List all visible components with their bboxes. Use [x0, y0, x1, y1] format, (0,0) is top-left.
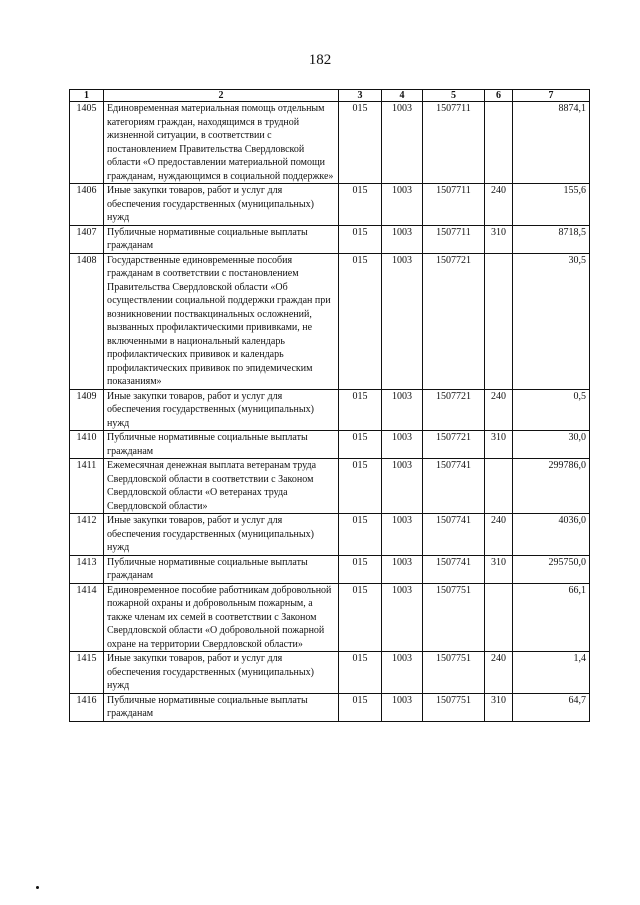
row-ministry-code: 015 [339, 514, 382, 556]
table-row [70, 431, 590, 459]
header-col-2: 2 [104, 90, 339, 102]
row-ministry-code: 015 [339, 184, 382, 226]
row-number: 1408 [70, 253, 104, 389]
row-name: Государственные единовременные пособия гражданам в соответствии с постановлением Правительства Свердловской области «Об осуществлении социальной поддержки граждан при возникновении поствакцинальных осложнений, вызванных профилактическими прививками, не включенными в национальный календарь профилактических прививок и календарь профилактических прививок по эпидемическим показаниям» [104, 253, 339, 389]
row-target-code: 1507741 [423, 514, 485, 556]
row-amount: 66,1 [513, 583, 590, 652]
row-number: 1415 [70, 652, 104, 694]
row-section-code: 1003 [382, 583, 423, 652]
row-amount: 4036,0 [513, 514, 590, 556]
row-expense-type: 240 [485, 389, 513, 431]
row-number: 1405 [70, 102, 104, 184]
row-section-code: 1003 [382, 102, 423, 184]
row-name: Единовременная материальная помощь отдельным категориям граждан, находящимся в трудной жизненной ситуации, в соответствии с постановлением Правительства Свердловской области «О предоставлении материальной помощи гражданам, нуждающимся в социальной поддержке» [104, 102, 339, 184]
row-amount: 295750,0 [513, 555, 590, 583]
row-expense-type: 310 [485, 693, 513, 721]
row-section-code: 1003 [382, 459, 423, 514]
row-amount: 30,0 [513, 431, 590, 459]
table-row [70, 459, 590, 514]
header-col-6: 6 [485, 90, 513, 102]
row-expense-type [485, 459, 513, 514]
row-section-code: 1003 [382, 514, 423, 556]
row-number: 1410 [70, 431, 104, 459]
header-col-5: 5 [423, 90, 485, 102]
table-row [70, 555, 590, 583]
row-target-code: 1507721 [423, 431, 485, 459]
row-name: Иные закупки товаров, работ и услуг для обеспечения государственных (муниципальных) нужд [104, 514, 339, 556]
row-number: 1412 [70, 514, 104, 556]
row-amount: 8718,5 [513, 225, 590, 253]
row-ministry-code: 015 [339, 253, 382, 389]
row-target-code: 1507751 [423, 652, 485, 694]
row-number: 1414 [70, 583, 104, 652]
row-expense-type [485, 102, 513, 184]
row-name: Публичные нормативные социальные выплаты гражданам [104, 431, 339, 459]
row-expense-type: 310 [485, 225, 513, 253]
row-expense-type: 240 [485, 514, 513, 556]
table-row [70, 389, 590, 431]
row-expense-type: 240 [485, 184, 513, 226]
row-number: 1409 [70, 389, 104, 431]
table-row [70, 693, 590, 721]
row-section-code: 1003 [382, 253, 423, 389]
row-target-code: 1507711 [423, 225, 485, 253]
row-target-code: 1507721 [423, 389, 485, 431]
row-target-code: 1507711 [423, 184, 485, 226]
row-ministry-code: 015 [339, 583, 382, 652]
row-amount: 299786,0 [513, 459, 590, 514]
header-col-1: 1 [70, 90, 104, 102]
row-name: Ежемесячная денежная выплата ветеранам труда Свердловской области в соответствии с Законом Свердловской области «О ветеранах труда Свердловской области» [104, 459, 339, 514]
table-body [70, 102, 590, 722]
row-expense-type: 310 [485, 555, 513, 583]
row-name: Единовременное пособие работникам добровольной пожарной охраны и добровольным пожарным, а также членам их семей в соответствии с Законом Свердловской области «О добровольной пожарной охране на территории Свердловской области» [104, 583, 339, 652]
row-section-code: 1003 [382, 693, 423, 721]
row-ministry-code: 015 [339, 555, 382, 583]
row-name: Иные закупки товаров, работ и услуг для обеспечения государственных (муниципальных) нужд [104, 184, 339, 226]
row-amount: 30,5 [513, 253, 590, 389]
row-section-code: 1003 [382, 652, 423, 694]
header-col-3: 3 [339, 90, 382, 102]
row-ministry-code: 015 [339, 431, 382, 459]
table-row [70, 225, 590, 253]
row-number: 1413 [70, 555, 104, 583]
row-section-code: 1003 [382, 431, 423, 459]
table-header-row [70, 90, 590, 102]
row-ministry-code: 015 [339, 459, 382, 514]
budget-table [69, 89, 590, 722]
row-amount: 155,6 [513, 184, 590, 226]
table-row [70, 514, 590, 556]
row-expense-type: 310 [485, 431, 513, 459]
row-name: Публичные нормативные социальные выплаты гражданам [104, 555, 339, 583]
header-col-4: 4 [382, 90, 423, 102]
row-target-code: 1507711 [423, 102, 485, 184]
row-target-code: 1507751 [423, 693, 485, 721]
row-section-code: 1003 [382, 184, 423, 226]
row-number: 1406 [70, 184, 104, 226]
row-target-code: 1507751 [423, 583, 485, 652]
row-name: Иные закупки товаров, работ и услуг для обеспечения государственных (муниципальных) нужд [104, 652, 339, 694]
row-expense-type [485, 253, 513, 389]
row-number: 1416 [70, 693, 104, 721]
row-section-code: 1003 [382, 555, 423, 583]
row-expense-type: 240 [485, 652, 513, 694]
header-col-7: 7 [513, 90, 590, 102]
table-row [70, 253, 590, 389]
table-row [70, 583, 590, 652]
row-name: Публичные нормативные социальные выплаты гражданам [104, 225, 339, 253]
row-ministry-code: 015 [339, 102, 382, 184]
table-row [70, 652, 590, 694]
row-name: Иные закупки товаров, работ и услуг для обеспечения государственных (муниципальных) нужд [104, 389, 339, 431]
row-target-code: 1507721 [423, 253, 485, 389]
row-ministry-code: 015 [339, 225, 382, 253]
row-ministry-code: 015 [339, 389, 382, 431]
row-target-code: 1507741 [423, 459, 485, 514]
row-number: 1411 [70, 459, 104, 514]
scan-dot [36, 886, 39, 889]
row-ministry-code: 015 [339, 693, 382, 721]
row-expense-type [485, 583, 513, 652]
row-section-code: 1003 [382, 389, 423, 431]
row-number: 1407 [70, 225, 104, 253]
row-name: Публичные нормативные социальные выплаты гражданам [104, 693, 339, 721]
table-row [70, 102, 590, 184]
row-ministry-code: 015 [339, 652, 382, 694]
row-section-code: 1003 [382, 225, 423, 253]
row-target-code: 1507741 [423, 555, 485, 583]
page-number: 182 [308, 52, 332, 68]
row-amount: 0,5 [513, 389, 590, 431]
table-row [70, 184, 590, 226]
row-amount: 1,4 [513, 652, 590, 694]
row-amount: 64,7 [513, 693, 590, 721]
row-amount: 8874,1 [513, 102, 590, 184]
